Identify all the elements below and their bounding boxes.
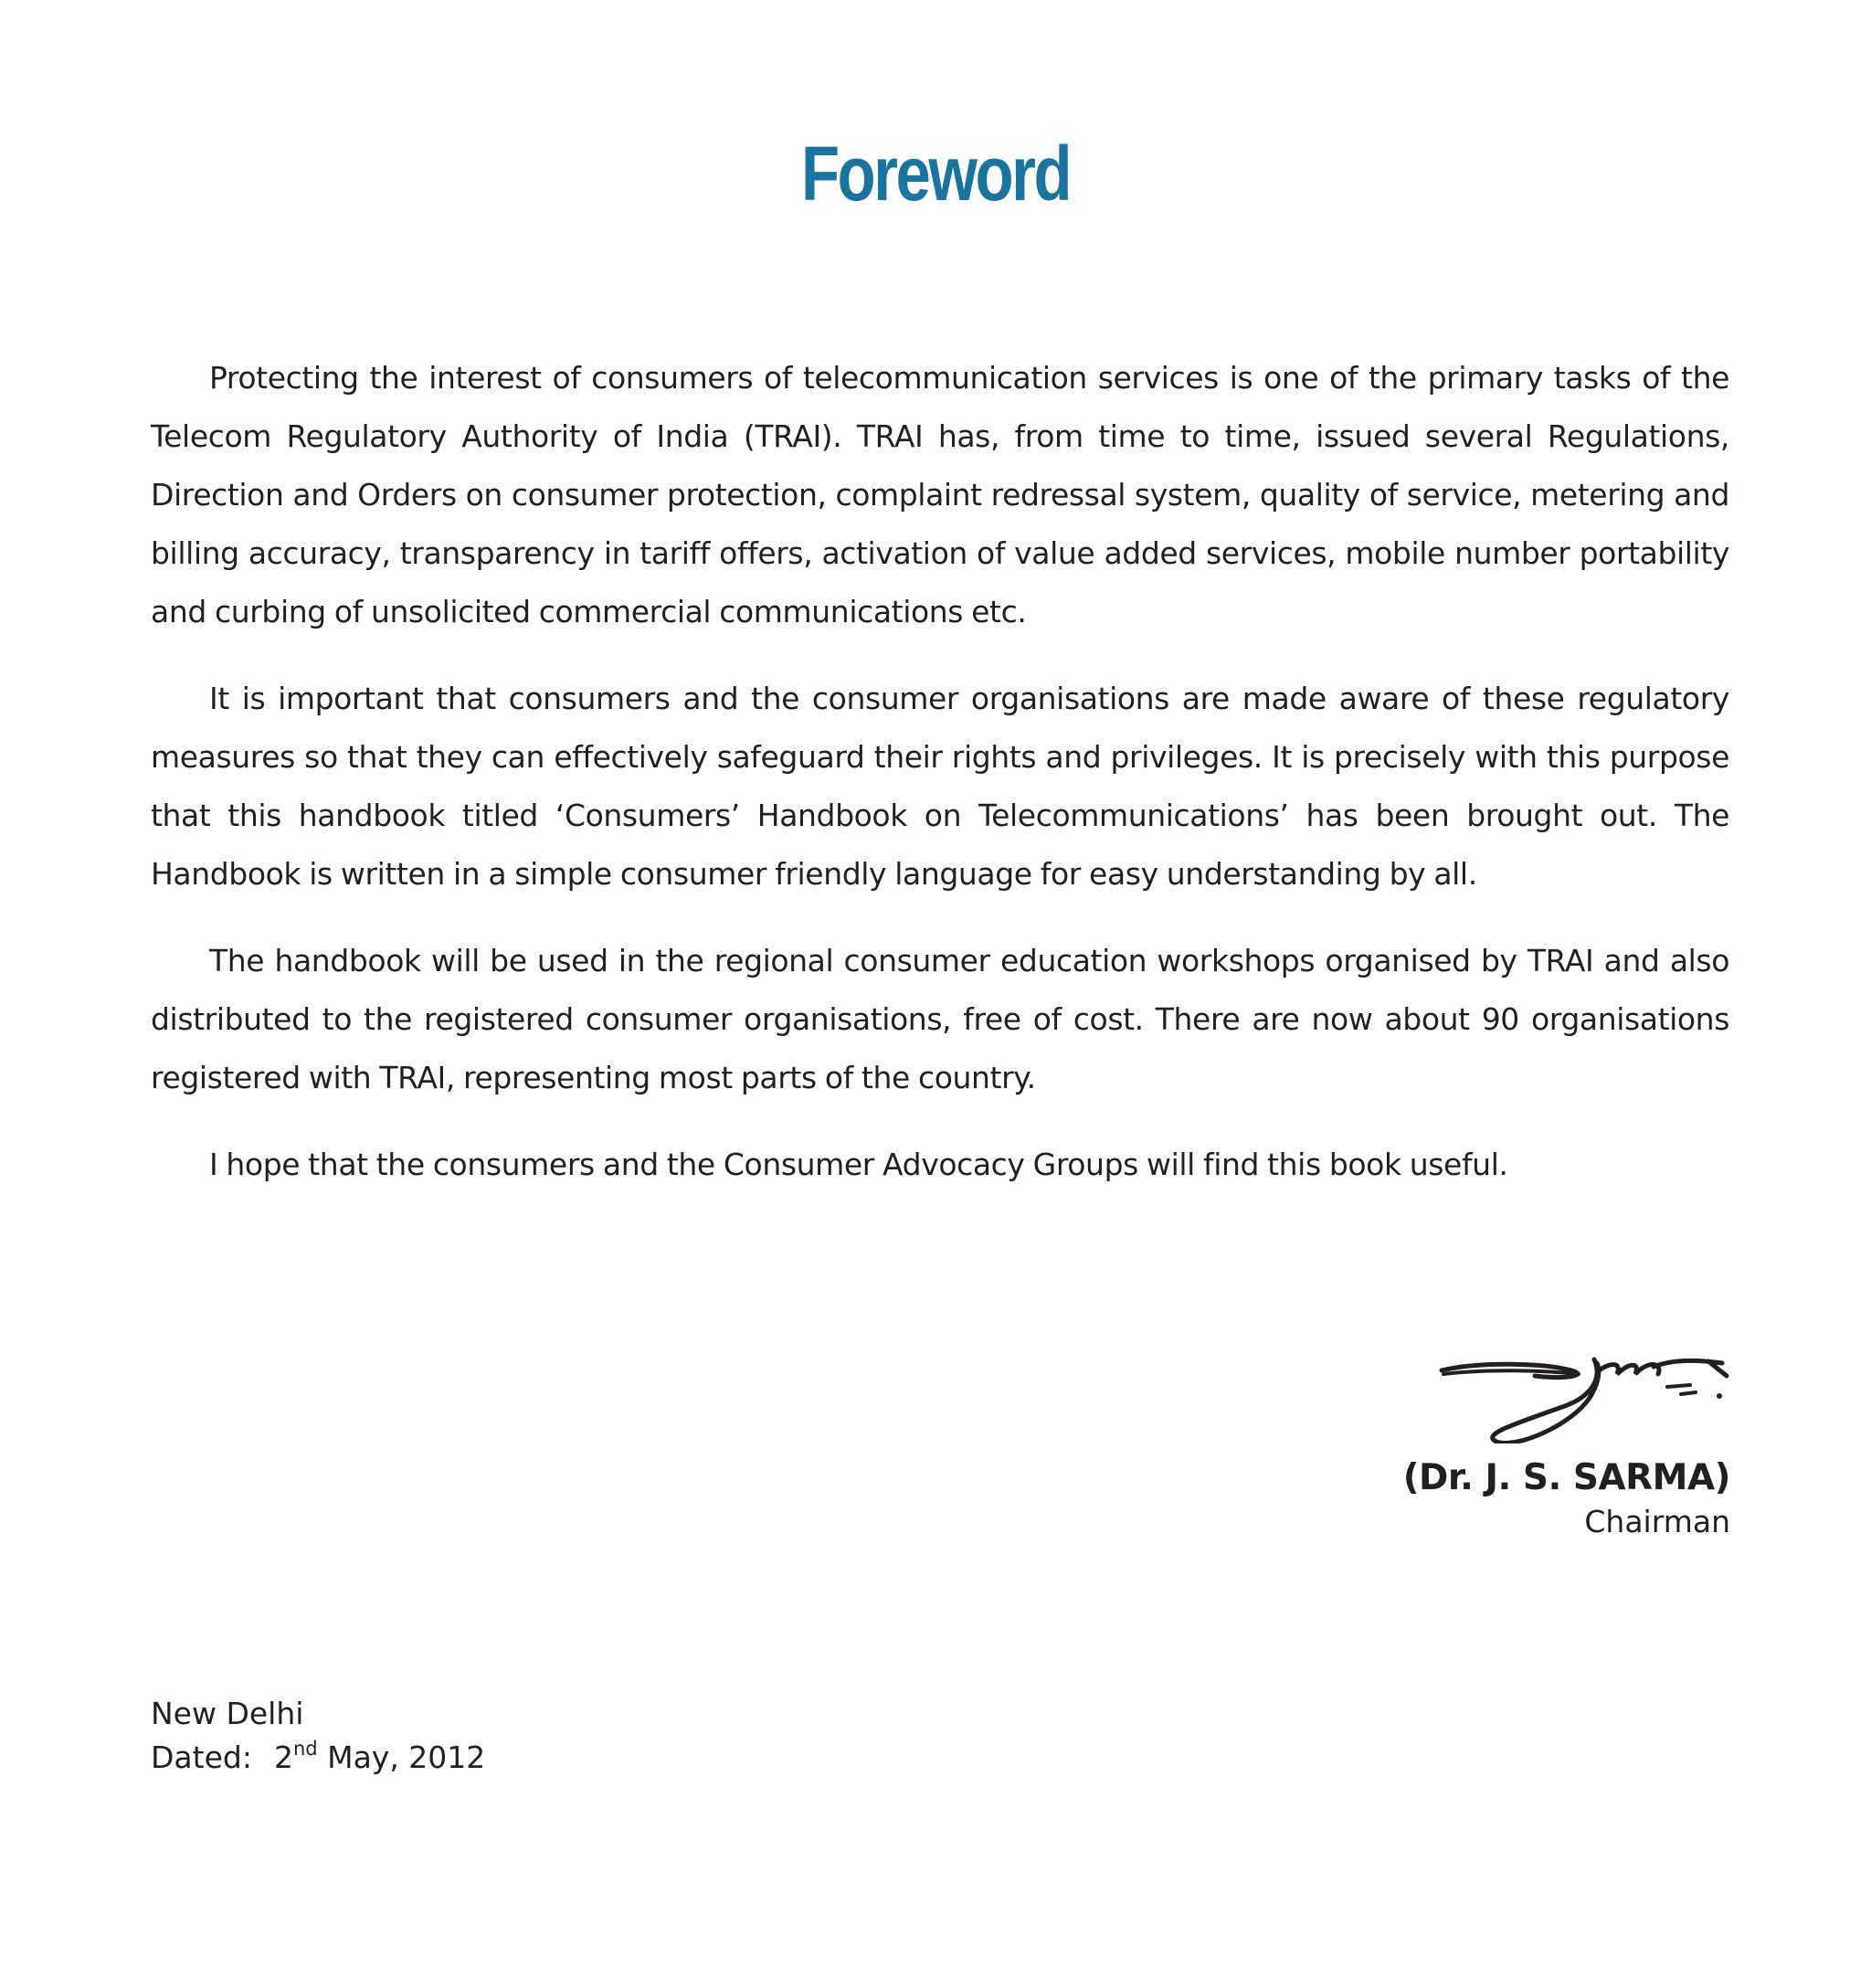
signature-image: [1434, 1343, 1736, 1443]
paragraph-1: Protecting the interest of consumers of telecommunication services is one of the primary tasks of the Telecom Regulatory Authority of India (TRAI). TRAI has, from time to time, issued several Regulations, Direction and Orders on consumer protection, complaint redressal system, quality of service, metering and billing accuracy, transparency in tariff offers, activation of value added services, mobile number portability and curbing of unsolicited commercial communications etc.: [151, 360, 1729, 629]
signatory-block: [1403, 1454, 1730, 1542]
signatory-designation: Chairman: [1584, 1504, 1730, 1539]
paragraph-3: The handbook will be used in the regional consumer education workshops organised by TRAI and also distributed to the registered consumer organisations, free of cost. There are now about 90 organisations registered with TRAI, representing most parts of the country.: [151, 943, 1729, 1095]
dated-label: Dated:: [151, 1740, 252, 1775]
dated-rest: May, 2012: [327, 1740, 486, 1775]
place-date-block: [151, 1692, 485, 1780]
signatory-name: (Dr. J. S. SARMA): [1402, 1457, 1730, 1498]
place: New Delhi: [151, 1696, 304, 1731]
dated-line: Dated: 2nd May, 2012: [151, 1736, 485, 1780]
foreword-body: [151, 349, 1729, 1222]
paragraph-4: I hope that the consumers and the Consumer Advocacy Groups will find this book useful.: [209, 1147, 1508, 1182]
paragraph-2: It is important that consumers and the consumer organisations are made aware of these regulatory measures so that they can effectively safeguard their rights and privileges. It is precisely with this purpose that this handbook titled ‘Consumers’ Handbook on Telecommunications’ has been brought out. The Handbook is written in a simple consumer friendly language for easy understanding by all.: [151, 681, 1729, 892]
page-title: Foreword: [800, 131, 1071, 217]
dated-day: 2: [273, 1740, 293, 1775]
